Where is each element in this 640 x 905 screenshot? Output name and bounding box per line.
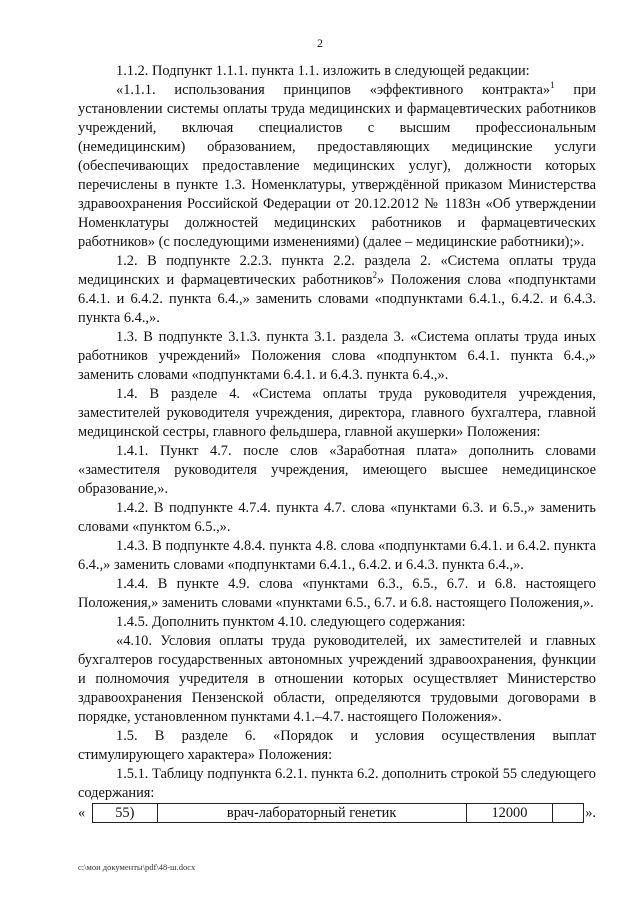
paragraph-1-2 bbox=[78, 252, 596, 328]
paragraph-4-10-quote bbox=[78, 632, 596, 727]
paragraph-text: «4.10. Условия оплаты труда руководителей, их заместителей и главных бухгалтеров государственных автономных учреждений здравоохранения, функции и полномочия учредителя в отношении которых осуществляет Министерство здравоохранения Пензенской области, определяются трудовыми договорами в порядке, установленном пунктами 4.1.–4.7. настоящего Положения». bbox=[78, 633, 596, 725]
paragraph-text: 1.5.1. Таблицу подпункта 6.2.1. пункта 6.2. дополнить строкой 55 следующего содержания: bbox=[78, 766, 596, 801]
amount-cell: 12000 bbox=[466, 804, 553, 823]
position-cell: врач-лабораторный генетик bbox=[157, 804, 466, 823]
footnote-marker: 1 bbox=[550, 80, 555, 90]
paragraph-text: 1.4.4. В пункте 4.9. слова «пунктами 6.3., 6.5., 6.7. и 6.8. настоящего Положения,» заменить словами «пунктами 6.5., 6.7. и 6.8. настоящего Положения,». bbox=[78, 576, 596, 611]
paragraph-text-continued: при установлении системы оплаты труда медицинских и фармацевтических работников учреждений, включая специалистов с высшим профессиональным (немедицинским) образованием, предоставляющих медицинские услуги (обеспечивающих предоставление медицинских услуг), должности которых перечислены в пункте 1.3. Номенклатуры, утверждённой приказом Министерства здравоохранения Российской Федерации от 20.12.2012 № 1183н «Об утверждении Номенклатуры должностей медицинских работников и фармацевтических работников» (с последующими изменениями) (далее – медицинские работники);». bbox=[78, 82, 596, 250]
paragraph-text: 1.4.3. В подпункте 4.8.4. пункта 4.8. слова «подпунктами 6.4.1. и 6.4.2. пункта 6.4.,» заменить словами «подпунктами 6.4.1., 6.4.2. и 6.4.3. пункта 6.4.,». bbox=[78, 538, 596, 573]
paragraph-1-4-3 bbox=[78, 537, 596, 575]
paragraph-text: 1.5. В разделе 6. «Порядок и условия осуществления выплат стимулирующего характера» Положения: bbox=[78, 728, 596, 763]
paragraph-1-5-1 bbox=[78, 765, 596, 803]
paragraph-text: 1.2. В подпункте 2.2.3. пункта 2.2. раздела 2. «Система оплаты труда медицинских и фармацевтических работников bbox=[78, 253, 596, 288]
table-row-insert bbox=[78, 803, 596, 825]
document-body bbox=[78, 62, 596, 803]
row-number-cell: 55) bbox=[93, 804, 158, 823]
paragraph-text: 1.1.2. Подпункт 1.1.1. пункта 1.1. изложить в следующей редакции: bbox=[116, 63, 530, 79]
paragraph-1-1-2 bbox=[78, 62, 596, 81]
paragraph-1-4-4 bbox=[78, 575, 596, 613]
paragraph-1-5 bbox=[78, 727, 596, 765]
paragraph-1-4-2 bbox=[78, 499, 596, 537]
paragraph-text-continued: » Положения слова «подпунктами 6.4.1. и 6.4.2. пункта 6.4.,» заменить словами «подпунктами 6.4.1., 6.4.2. и 6.4.3. пункта 6.4.,». bbox=[78, 272, 596, 326]
empty-cell bbox=[553, 804, 584, 823]
paragraph-1-3 bbox=[78, 328, 596, 385]
paragraph-1-4 bbox=[78, 385, 596, 442]
table-row bbox=[93, 804, 584, 823]
paragraph-text: 1.3. В подпункте 3.1.3. пункта 3.1. раздела 3. «Система оплаты труда иных работников учреждений» Положения слова «подпунктом 6.4.1. пункта 6.4.,» заменить словами «подпунктами 6.4.1. и 6.4.3. пункта 6.4.,». bbox=[78, 329, 596, 383]
staff-table bbox=[92, 803, 584, 823]
paragraph-1-4-1 bbox=[78, 442, 596, 499]
paragraph-1-4-5 bbox=[78, 613, 596, 632]
paragraph-text: 1.4.1. Пункт 4.7. после слов «Заработная плата» дополнить словами «заместителя руководителя учреждения, имеющего высшее немедицинское образование,». bbox=[78, 443, 596, 497]
closing-quote: ». bbox=[585, 805, 596, 821]
paragraph-1-1-1-quote bbox=[78, 81, 596, 252]
footnote-marker: 2 bbox=[372, 270, 378, 280]
paragraph-text: 1.4. В разделе 4. «Система оплаты труда руководителя учреждения, заместителей руководителя учреждения, директора, главного бухгалтера, главной медицинской сестры, главного фельдшера, главной акушерки» Положения: bbox=[78, 386, 596, 440]
opening-quote: « bbox=[78, 805, 86, 821]
paragraph-text: 1.4.5. Дополнить пунктом 4.10. следующего содержания: bbox=[116, 614, 466, 630]
file-path-footer: c:\мои документы\pdf\48-ш.docx bbox=[78, 862, 196, 872]
paragraph-text: 1.4.2. В подпункте 4.7.4. пункта 4.7. слова «пунктами 6.3. и 6.5.,» заменить словами «пунктом 6.5.,». bbox=[78, 500, 596, 535]
page-number: 2 bbox=[317, 36, 323, 50]
paragraph-text: «1.1.1. использования принципов «эффективного контракта» bbox=[116, 82, 551, 98]
